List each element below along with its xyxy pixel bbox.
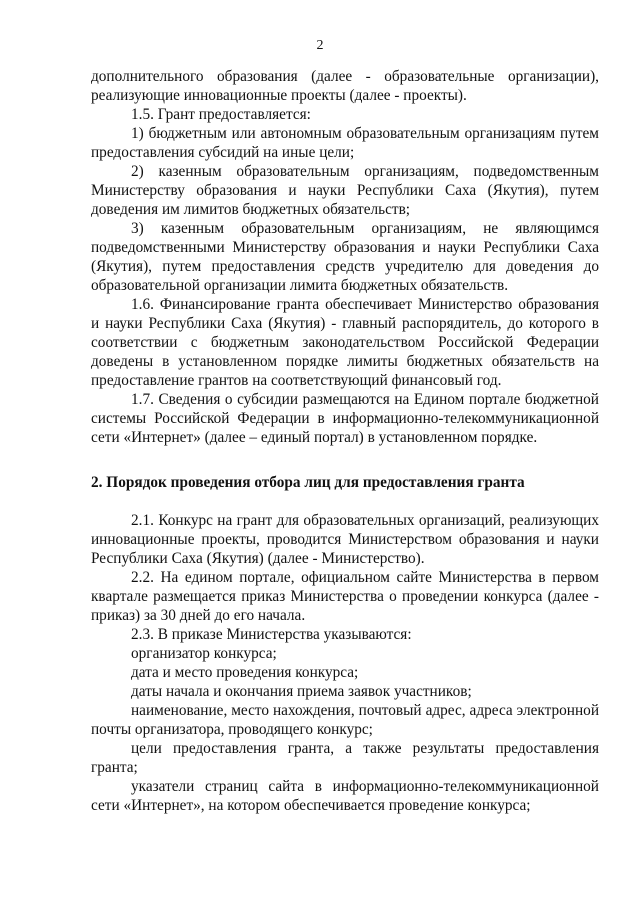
list-item: указатели страниц сайта в информационно-телекоммуникационной сети «Интернет», на котором обеспечивается проведение конкурса; [91, 778, 599, 814]
list-item: дата и место проведения конкурса; [131, 664, 359, 681]
paragraph: 2.3. В приказе Министерства указываются: [131, 626, 412, 643]
list-item: наименование, место нахождения, почтовый адрес, адреса электронной почты организатора, проводящего конкурс; [91, 702, 599, 738]
list-item: 1) бюджетным или автономным образовательным организациям путем предоставления субсидий на иные цели; [91, 125, 599, 161]
list-item: организатор конкурса; [131, 645, 277, 662]
paragraph: дополнительного образования (далее - образовательные организации), реализующие инновационные проекты (далее - проекты). [91, 68, 599, 104]
paragraph: 1.7. Сведения о субсидии размещаются на Едином портале бюджетной системы Российской Федерации в информационно-телекоммуникационной сети «Интернет» (далее – единый портал) в установленном порядке. [91, 391, 599, 446]
paragraph: 1.6. Финансирование гранта обеспечивает Министерство образования и науки Республики Саха (Якутия) - главный распорядитель, до которого в соответствии с бюджетным законодательством Российской Федерации доведены в установленном порядке лимиты бюджетных обязательств на предоставление грантов на соответствующий финансовый год. [91, 296, 599, 389]
list-item: цели предоставления гранта, а также результаты предоставления гранта; [91, 740, 599, 776]
page-number: 2 [316, 38, 324, 53]
list-item: даты начала и окончания приема заявок участников; [131, 683, 472, 700]
paragraph: 1.5. Грант предоставляется: [131, 106, 311, 123]
list-item: 2) казенным образовательным организациям, подведомственным Министерству образования и науки Республики Саха (Якутия), путем доведения им лимитов бюджетных обязательств; [91, 163, 599, 218]
list-item: 3) казенным образовательным организациям, не являющимся подведомственными Министерству образования и науки Республики Саха (Якутия), путем предоставления средств учредителю для доведения до образовательной организации лимита бюджетных обязательств. [91, 220, 599, 294]
section-heading: 2. Порядок проведения отбора лиц для предоставления гранта [91, 474, 525, 491]
paragraph: 2.2. На едином портале, официальном сайте Министерства в первом квартале размещается приказ Министерства о проведении конкурса (далее - приказ) за 30 дней до его начала. [91, 569, 599, 624]
paragraph: 2.1. Конкурс на грант для образовательных организаций, реализующих инновационные проекты, проводится Министерством образования и науки Республики Саха (Якутия) (далее - Министерство). [91, 512, 599, 567]
document-body [91, 67, 599, 815]
